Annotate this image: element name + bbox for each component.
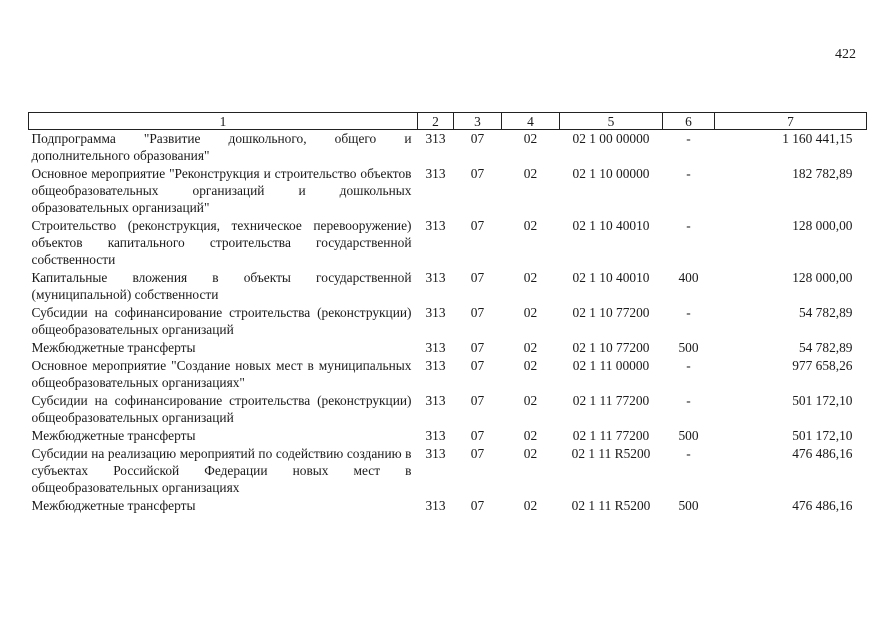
row-code-col2: 313 bbox=[425, 498, 446, 513]
row-amount: 54 782,89 bbox=[798, 340, 853, 355]
row-code-col5: 02 1 11 R5200 bbox=[571, 446, 651, 461]
table-row bbox=[29, 304, 867, 339]
row-name: Основное мероприятие "Реконструкция и строительство объектов общеобразовательных организаций и дошкольных образовательных организаций" bbox=[31, 166, 412, 215]
row-code-col2: 313 bbox=[425, 305, 446, 320]
row-code-col5: 02 1 11 77200 bbox=[572, 428, 650, 443]
row-code-col2: 313 bbox=[425, 270, 446, 285]
row-code-col5: 02 1 10 77200 bbox=[572, 305, 650, 320]
row-code-col4: 02 bbox=[523, 358, 538, 373]
row-code-col5: 02 1 00 00000 bbox=[572, 131, 650, 146]
table-row bbox=[29, 445, 867, 497]
row-amount: 476 486,16 bbox=[792, 498, 853, 513]
row-code-col4: 02 bbox=[523, 218, 538, 233]
row-amount: 476 486,16 bbox=[792, 446, 853, 461]
row-code-col3: 07 bbox=[470, 428, 485, 443]
row-code-col3: 07 bbox=[470, 393, 485, 408]
header-cell-2: 2 bbox=[418, 113, 454, 130]
row-name: Основное мероприятие "Создание новых мест в муниципальных общеобразовательных организациях" bbox=[31, 358, 412, 390]
row-name: Субсидии на софинансирование строительства (реконструкции) общеобразовательных организаций bbox=[31, 305, 412, 337]
row-code-col4: 02 bbox=[523, 305, 538, 320]
row-code-col6: - bbox=[686, 218, 691, 233]
page-number: 422 bbox=[835, 47, 856, 62]
row-code-col4: 02 bbox=[523, 393, 538, 408]
row-code-col2: 313 bbox=[425, 166, 446, 181]
row-amount: 128 000,00 bbox=[792, 218, 853, 233]
header-row bbox=[29, 113, 867, 130]
row-code-col4: 02 bbox=[523, 498, 538, 513]
row-code-col3: 07 bbox=[470, 305, 485, 320]
row-code-col2: 313 bbox=[425, 446, 446, 461]
row-code-col5: 02 1 10 40010 bbox=[572, 218, 650, 233]
row-amount: 182 782,89 bbox=[792, 166, 853, 181]
row-code-col5: 02 1 10 00000 bbox=[572, 166, 650, 181]
row-code-col2: 313 bbox=[425, 131, 446, 146]
row-code-col3: 07 bbox=[470, 218, 485, 233]
row-code-col2: 313 bbox=[425, 358, 446, 373]
row-code-col4: 02 bbox=[523, 131, 538, 146]
row-code-col3: 07 bbox=[470, 166, 485, 181]
table-row bbox=[29, 130, 867, 166]
row-code-col3: 07 bbox=[470, 340, 485, 355]
header-cell-1: 1 bbox=[29, 113, 418, 130]
row-code-col5: 02 1 10 77200 bbox=[572, 340, 650, 355]
row-code-col6: 500 bbox=[678, 428, 699, 443]
table-row bbox=[29, 497, 867, 515]
row-code-col6: 500 bbox=[678, 340, 699, 355]
header-cell-3: 3 bbox=[454, 113, 502, 130]
header-cell-7: 7 bbox=[715, 113, 867, 130]
row-code-col2: 313 bbox=[425, 218, 446, 233]
row-name: Межбюджетные трансферты bbox=[31, 340, 196, 355]
row-amount: 54 782,89 bbox=[798, 305, 853, 320]
row-code-col3: 07 bbox=[470, 131, 485, 146]
row-code-col6: - bbox=[686, 131, 691, 146]
table-row bbox=[29, 165, 867, 217]
table-row bbox=[29, 357, 867, 392]
row-amount: 501 172,10 bbox=[792, 428, 853, 443]
row-code-col4: 02 bbox=[523, 446, 538, 461]
row-code-col6: 500 bbox=[678, 498, 699, 513]
row-name: Межбюджетные трансферты bbox=[31, 498, 196, 513]
row-code-col5: 02 1 11 R5200 bbox=[571, 498, 651, 513]
row-code-col6: - bbox=[686, 446, 691, 461]
row-code-col4: 02 bbox=[523, 270, 538, 285]
row-code-col4: 02 bbox=[523, 166, 538, 181]
row-name: Капитальные вложения в объекты государственной (муниципальной) собственности bbox=[31, 270, 412, 302]
row-name: Межбюджетные трансферты bbox=[31, 428, 196, 443]
row-code-col4: 02 bbox=[523, 340, 538, 355]
table-row bbox=[29, 339, 867, 357]
budget-table bbox=[28, 112, 867, 515]
row-name: Строительство (реконструкция, техническое перевооружение) объектов капитального строительства государственной собственности bbox=[31, 218, 412, 267]
table-row bbox=[29, 217, 867, 269]
row-code-col2: 313 bbox=[425, 428, 446, 443]
row-code-col3: 07 bbox=[470, 446, 485, 461]
row-code-col5: 02 1 11 00000 bbox=[572, 358, 650, 373]
row-code-col6: - bbox=[686, 358, 691, 373]
row-code-col2: 313 bbox=[425, 340, 446, 355]
row-amount: 501 172,10 bbox=[792, 393, 853, 408]
row-code-col5: 02 1 11 77200 bbox=[572, 393, 650, 408]
row-name: Субсидии на реализацию мероприятий по содействию созданию в субъектах Российской Федерации новых мест в общеобразовательных организациях bbox=[31, 446, 412, 495]
row-code-col5: 02 1 10 40010 bbox=[572, 270, 650, 285]
row-code-col3: 07 bbox=[470, 270, 485, 285]
table-row bbox=[29, 269, 867, 304]
row-code-col3: 07 bbox=[470, 358, 485, 373]
row-code-col6: - bbox=[686, 393, 691, 408]
row-code-col6: - bbox=[686, 305, 691, 320]
row-amount: 128 000,00 bbox=[792, 270, 853, 285]
row-amount: 977 658,26 bbox=[792, 358, 853, 373]
row-code-col2: 313 bbox=[425, 393, 446, 408]
row-code-col6: - bbox=[686, 166, 691, 181]
header-cell-5: 5 bbox=[560, 113, 663, 130]
row-code-col3: 07 bbox=[470, 498, 485, 513]
table-row bbox=[29, 427, 867, 445]
table-row bbox=[29, 392, 867, 427]
row-amount: 1 160 441,15 bbox=[782, 131, 853, 146]
row-code-col6: 400 bbox=[678, 270, 699, 285]
header-cell-4: 4 bbox=[502, 113, 560, 130]
row-code-col4: 02 bbox=[523, 428, 538, 443]
row-name: Субсидии на софинансирование строительства (реконструкции) общеобразовательных организаций bbox=[31, 393, 412, 425]
header-cell-6: 6 bbox=[663, 113, 715, 130]
row-name: Подпрограмма "Развитие дошкольного, общего и дополнительного образования" bbox=[31, 131, 412, 163]
